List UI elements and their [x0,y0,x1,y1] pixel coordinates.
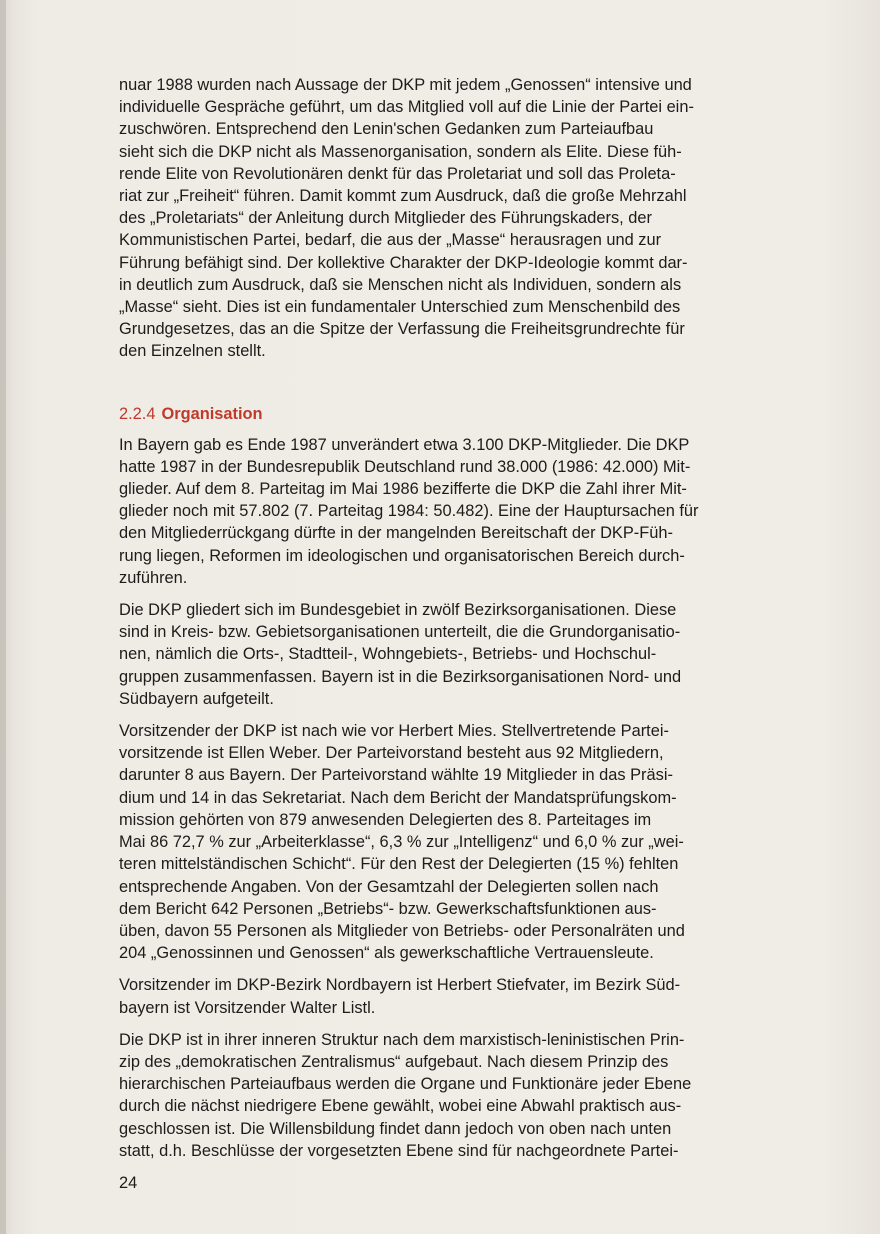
text-line: Grundgesetzes, das an die Spitze der Verfassung die Freiheitsgrundrechte für [119,320,685,339]
text-line: glieder noch mit 57.802 (7. Parteitag 1984: 50.482). Eine der Hauptursachen für [119,502,699,521]
text-line: hatte 1987 in der Bundesrepublik Deutschland rund 38.000 (1986: 42.000) Mit- [119,457,691,476]
text-line: durch die nächst niedrigere Ebene gewählt, wobei eine Abwahl praktisch aus- [119,1097,682,1116]
text-line: üben, davon 55 Personen als Mitglieder von Betriebs- oder Personalräten und [119,921,685,940]
text-line: nuar 1988 wurden nach Aussage der DKP mit jedem „Genossen“ intensive und [119,76,692,94]
text-line: in deutlich zum Ausdruck, daß sie Menschen nicht als Individuen, sondern als [119,275,682,294]
text-line: Mai 86 72,7 % zur „Arbeiterklasse“, 6,3 % zur „Intelligenz“ und 6,0 % zur „wei- [119,833,684,852]
text-line: rende Elite von Revolutionären denkt für das Proletariat und soll das Proleta- [119,164,676,183]
text-line: „Masse“ sieht. Dies ist ein fundamentaler Unterschied zum Menschenbild des [119,298,681,317]
page-spine-shadow [0,0,6,1234]
paragraph-district-chairs [119,974,807,1018]
text-line: Kommunistischen Partei, bedarf, die aus der „Masse“ herausragen und zur [119,231,662,250]
text-line: glieder. Auf dem 8. Parteitag im Mai 1986 bezifferte die DKP die Zahl ihrer Mit- [119,480,687,499]
section-title: Organisation [161,404,263,423]
paragraph-intro [119,74,807,363]
text-line: teren mittelständischen Schicht“. Für den Rest der Delegierten (15 %) fehlten [119,855,679,874]
paragraph-membership [119,434,807,589]
paragraph-leadership [119,720,807,964]
text-line: gruppen zusammenfassen. Bayern ist in die Bezirksorganisationen Nord- und [119,667,682,686]
page-number: 24 [119,1174,138,1192]
paragraph-centralism [119,1029,807,1162]
paragraph-structure [119,599,807,710]
text-line: rung liegen, Reformen im ideologischen und organisatorischen Bereich durch- [119,546,685,565]
section-heading [119,403,807,425]
text-line: den Mitgliederrückgang dürfte in der mangelnden Bereitschaft der DKP-Füh- [119,524,673,543]
text-line: nen, nämlich die Orts-, Stadtteil-, Wohngebiets-, Betriebs- und Hochschul- [119,645,657,664]
text-line: des „Proletariats“ der Anleitung durch Mitglieder des Führungskaders, der [119,209,652,228]
text-line: Südbayern aufgeteilt. [119,689,274,708]
text-line: bayern ist Vorsitzender Walter Listl. [119,998,376,1017]
text-line: Die DKP ist in ihrer inneren Struktur nach dem marxistisch-leninistischen Prin- [119,1030,685,1049]
text-line: 204 „Genossinnen und Genossen“ als gewerkschaftliche Vertrauensleute. [119,944,654,963]
text-line: geschlossen ist. Die Willensbildung findet dann jedoch von oben nach unten [119,1119,672,1138]
text-line: entsprechende Angaben. Von der Gesamtzahl der Delegierten sollen nach [119,877,659,896]
text-line: zuführen. [119,568,188,587]
text-line: den Einzelnen stellt. [119,342,266,361]
text-line: Die DKP gliedert sich im Bundesgebiet in zwölf Bezirksorganisationen. Diese [119,601,677,620]
text-line: In Bayern gab es Ende 1987 unverändert etwa 3.100 DKP-Mitglieder. Die DKP [119,435,690,454]
text-body [119,74,807,1172]
text-line: dem Bericht 642 Personen „Betriebs“- bzw. Gewerkschaftsfunktionen aus- [119,899,657,918]
text-line: individuelle Gespräche geführt, um das Mitglied voll auf die Linie der Partei ein- [119,98,694,117]
text-line: Vorsitzender im DKP-Bezirk Nordbayern ist Herbert Stiefvater, im Bezirk Süd- [119,976,681,995]
text-line: Führung befähigt sind. Der kollektive Charakter der DKP-Ideologie kommt dar- [119,253,688,272]
text-line: vorsitzende ist Ellen Weber. Der Parteivorstand besteht aus 92 Mitgliedern, [119,744,664,763]
text-line: statt, d.h. Beschlüsse der vorgesetzten Ebene sind für nachgeordnete Partei- [119,1141,679,1160]
text-line: mission gehörten von 879 anwesenden Delegierten des 8. Parteitages im [119,810,652,829]
text-line: zuschwören. Entsprechend den Lenin'schen Gedanken zum Parteiaufbau [119,120,654,139]
text-line: dium und 14 in das Sekretariat. Nach dem Bericht der Mandatsprüfungskom- [119,788,677,807]
text-line: sieht sich die DKP nicht als Massenorganisation, sondern als Elite. Diese füh- [119,142,682,161]
text-line: zip des „demokratischen Zentralismus“ aufgebaut. Nach diesem Prinzip des [119,1052,669,1071]
text-line: hierarchischen Parteiaufbaus werden die Organe und Funktionäre jeder Ebene [119,1075,692,1094]
text-line: darunter 8 aus Bayern. Der Parteivorstand wählte 19 Mitglieder in das Präsi- [119,766,673,785]
text-line: sind in Kreis- bzw. Gebietsorganisationen unterteilt, die die Grundorganisatio- [119,623,681,642]
text-line: riat zur „Freiheit“ führen. Damit kommt zum Ausdruck, daß die große Mehrzahl [119,187,687,206]
text-line: Vorsitzender der DKP ist nach wie vor Herbert Mies. Stellvertretende Partei- [119,722,669,741]
section-number: 2.2.4 [119,404,156,423]
